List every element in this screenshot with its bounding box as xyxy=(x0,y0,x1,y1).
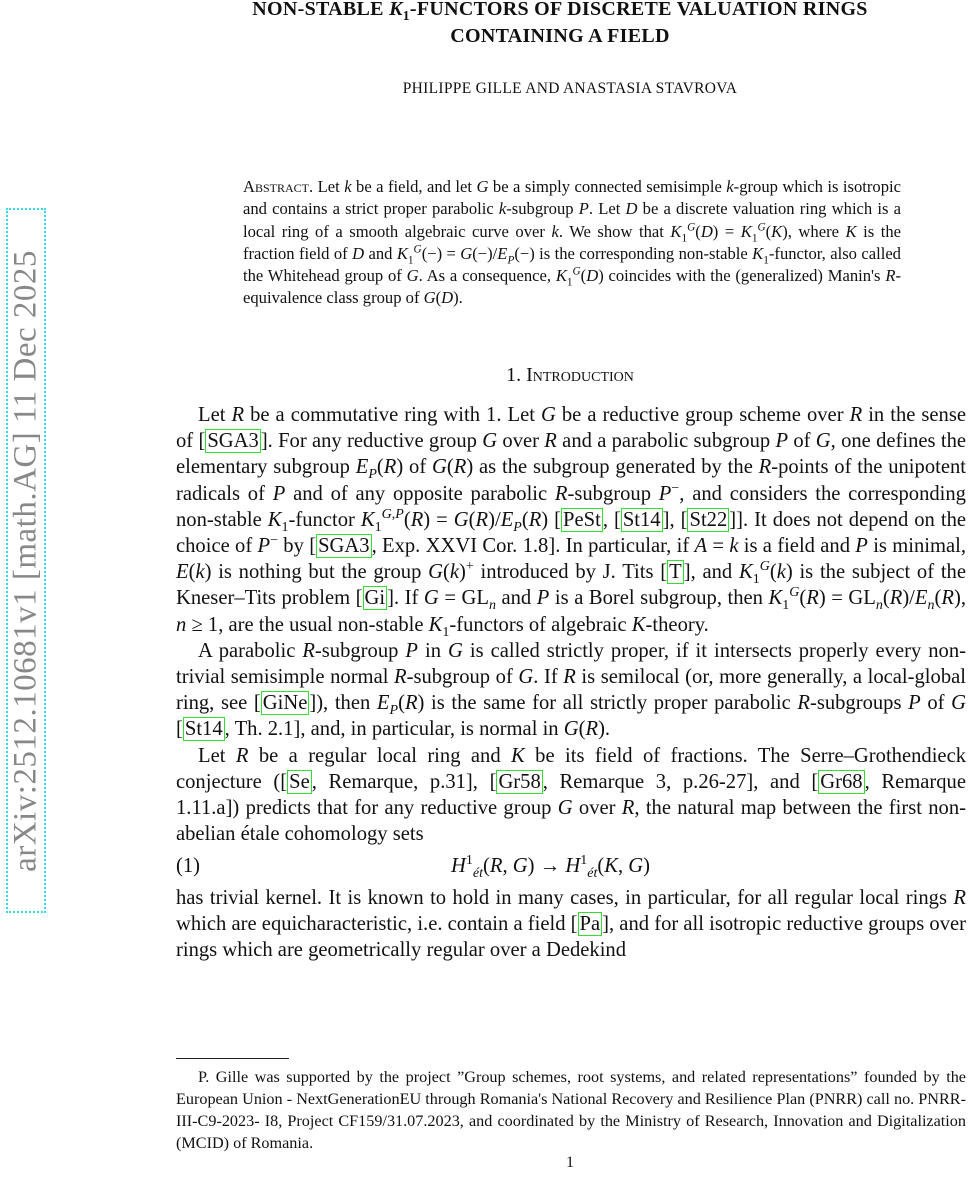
math-symbol: G xyxy=(423,288,436,308)
arxiv-stamp xyxy=(6,208,46,913)
math-symbol: G xyxy=(381,506,392,522)
subscript: 1 xyxy=(681,231,688,244)
superscript: + xyxy=(465,559,474,575)
subscript xyxy=(489,599,496,614)
math-symbol: G xyxy=(460,243,473,263)
footnote: P. Gille was supported by the project ”Group schemes, root systems, and related representations” founded by the European Union - NextGenerationEU through Romania's National Recovery and Resilience Plan (PNRR) call no. PNRR-III-C9-2023- I8, Project CF159/31.07.2023, and coordinated by the Ministry of Research, Innovation and Digitalization (MCID) of Romania. xyxy=(176,1068,966,1152)
citation-link[interactable]: Gr58 xyxy=(498,770,541,793)
citation-link[interactable]: SGA3 xyxy=(318,535,370,558)
superscript xyxy=(760,559,770,574)
math-symbol: E xyxy=(500,508,514,531)
subscript xyxy=(928,599,935,614)
citation-link[interactable]: PeSt xyxy=(563,508,601,531)
math-symbol: K xyxy=(396,243,408,263)
math-symbol: G xyxy=(482,430,498,453)
math-symbol: R xyxy=(885,266,896,286)
subscript: 1 xyxy=(281,519,289,535)
math-symbol: n xyxy=(875,598,883,614)
math-symbol: R xyxy=(797,692,810,715)
subscript: 1 xyxy=(442,624,450,640)
math-symbol: G xyxy=(759,559,770,575)
math-symbol: R xyxy=(544,430,557,453)
math-symbol: K xyxy=(738,561,753,584)
page-number: 1 xyxy=(566,1154,574,1171)
math-symbol: n xyxy=(176,613,187,636)
section-number: 1. xyxy=(506,364,522,386)
citation-link[interactable]: Se xyxy=(289,770,310,793)
superscript: − xyxy=(270,533,278,549)
subscript: 1 xyxy=(782,598,790,614)
abstract xyxy=(243,176,901,310)
math-symbol: P xyxy=(513,519,522,535)
math-symbol: K xyxy=(360,508,375,531)
math-symbol: R xyxy=(404,692,418,715)
math-symbol: E xyxy=(355,456,369,479)
subscript: 1 xyxy=(751,231,758,244)
subscript: 1 xyxy=(566,276,573,289)
math-symbol: E xyxy=(497,243,508,263)
citation-link[interactable]: Gi xyxy=(364,587,386,610)
superscript xyxy=(687,221,695,233)
math-symbol: D xyxy=(352,243,365,263)
math-symbol: K xyxy=(631,613,646,636)
math-symbol: G xyxy=(628,855,644,878)
math-symbol: K xyxy=(267,508,282,531)
superscript: − xyxy=(671,480,680,496)
title-line-1: NON-STABLE $K_1$-FUNCTORS OF DISCRETE VALUATION RINGS xyxy=(252,0,868,23)
math-symbol: K xyxy=(845,221,857,241)
math-symbol: E xyxy=(914,587,928,610)
math-symbol: R xyxy=(585,718,599,741)
math-symbol: G xyxy=(557,797,573,820)
math-symbol: R xyxy=(849,404,863,426)
math-symbol: R xyxy=(394,666,407,689)
subscript xyxy=(368,468,377,483)
math-symbol: P xyxy=(257,535,271,558)
math-symbol: K xyxy=(511,744,525,767)
superscript: G,P xyxy=(381,506,404,522)
paragraph: Let R be a commutative ring with 1. Let G be a reductive group scheme over R in the sense of [SGA3]. For any reductive group G over R and a parabolic subgroup P of G, one defines the elementary subgroup $E_P(R)$ of G(R) as the subgroup generated by the R-points of the unipotent radicals of P and of any opposite parabolic R-subgroup P−, and considers the corresponding non-stable $K_1$-functor $K_1^{G,P}(R) = G(R)/E_P(R)$ [PeSt, [St14], [St22]]. It does not depend on the choice of P− by [SGA3, Exp. XXVI Cor. 1.8]. In particular, if A = k is a field and P is minimal, E(k) is nothing but the group G(k)+ introduced by J. Tits [T], and $K_1^G(k)$ is the subject of the Kneser–Tits problem [Gi]. If $G = GL_n$ and P is a Borel subgroup, then $K_1^G(R) = GL_n(R)/E_n(R)$, n ≥ 1, are the usual non-stable $K_1$-functors of algebraic K-theory. xyxy=(176,404,967,640)
math-symbol: R xyxy=(621,797,635,820)
body-text xyxy=(176,402,966,963)
math-symbol: K xyxy=(768,587,783,610)
citation-link[interactable]: T xyxy=(669,561,682,584)
math-symbol: k xyxy=(551,221,559,241)
equation-1 xyxy=(176,853,966,882)
citation-link[interactable]: GiNe xyxy=(262,692,308,715)
arxiv-identifier: arXiv:2512.10681v1 [math.AG] 11 Dec 2025 xyxy=(7,249,44,872)
superscript: 1 xyxy=(465,853,473,869)
math-symbol: K xyxy=(752,243,764,263)
math-symbol: P xyxy=(272,482,286,505)
subscript xyxy=(507,254,514,266)
superscript xyxy=(573,266,581,278)
math-symbol: K xyxy=(771,221,783,241)
math-symbol: P xyxy=(395,506,404,522)
math-symbol: G xyxy=(540,404,556,426)
math-symbol: K xyxy=(555,266,567,286)
title-line-2: CONTAINING A FIELD xyxy=(450,25,670,47)
subscript: 1 xyxy=(407,254,414,267)
subscript xyxy=(513,520,522,535)
subscript xyxy=(473,867,483,882)
math-symbol: K xyxy=(670,221,682,241)
paper-title xyxy=(150,0,970,50)
math-symbol: G xyxy=(476,177,489,196)
math-symbol: G xyxy=(687,221,696,234)
math-symbol: D xyxy=(441,288,454,308)
subscript xyxy=(390,703,399,718)
superscript xyxy=(414,243,422,255)
math-symbol: E xyxy=(176,561,189,584)
math-symbol: G xyxy=(572,265,581,278)
math-symbol: R xyxy=(528,508,542,531)
paragraph: has trivial kernel. It is known to hold in many cases, in particular, for all regular local rings R which are equicharacteristic, i.e. contain a field [Pa], and for all isotropic reductive groups over rings which are geometrically regular over a Dedekind xyxy=(176,886,966,962)
math-symbol: D xyxy=(586,266,599,286)
math-symbol: G xyxy=(428,561,443,584)
authors: PHILIPPE GILLE AND ANASTASIA STAVROVA xyxy=(402,80,738,97)
citation-link[interactable]: Pa xyxy=(579,912,601,935)
math-symbol: R xyxy=(563,666,576,689)
superscript xyxy=(789,586,799,601)
math-symbol: D xyxy=(625,199,638,219)
equation-number: (1) xyxy=(176,855,201,878)
math-symbol: ét xyxy=(587,866,598,882)
math-symbol: G xyxy=(512,855,528,878)
math-symbol: G xyxy=(518,666,534,689)
superscript: 1 xyxy=(580,853,588,869)
subscript: 1 xyxy=(763,254,769,267)
math-symbol: K xyxy=(740,221,752,241)
math-symbol: P xyxy=(368,467,377,483)
math-symbol: P xyxy=(658,482,672,505)
paragraph: A parabolic R-subgroup P in G is called strictly proper, if it intersects properly every non-trivial semisimple normal R-subgroup of G. If R is semilocal (or, more generally, a local-global ring, see [GiNe]), then $E_P(R)$ is the same for all strictly proper parabolic R-subgroups P of G [St14, Th. 2.1], and, in particular, is normal in G(R). xyxy=(176,639,966,741)
footnote-rule xyxy=(176,1058,289,1059)
math-symbol: G xyxy=(453,508,469,531)
math-symbol: P xyxy=(405,639,419,662)
subscript: 1 xyxy=(374,519,382,535)
math-symbol: ét xyxy=(472,866,483,882)
math-symbol: k xyxy=(729,535,739,558)
math-symbol: G xyxy=(789,585,800,601)
math-symbol: E xyxy=(376,692,390,715)
math-symbol: k xyxy=(344,177,352,196)
math-symbol: G xyxy=(815,430,831,453)
abstract-label: Abstract. xyxy=(243,177,314,196)
subscript: 1 xyxy=(402,8,410,23)
math-symbol: R xyxy=(489,855,503,878)
math-symbol: D xyxy=(700,221,713,241)
citation-link[interactable]: St14 xyxy=(622,508,661,531)
math-symbol: k xyxy=(449,561,459,584)
section-heading xyxy=(175,364,965,387)
math-symbol: k xyxy=(726,177,734,196)
math-symbol: R xyxy=(383,456,397,479)
math-symbol: P xyxy=(536,587,550,610)
math-symbol: G xyxy=(563,718,579,741)
citation-link[interactable]: St22 xyxy=(689,508,728,531)
math-symbol: R xyxy=(941,587,954,610)
math-symbol: G xyxy=(413,243,422,256)
math-symbol: P xyxy=(775,430,789,453)
math-symbol: k xyxy=(498,199,507,219)
math-symbol: R xyxy=(554,482,568,505)
subscript xyxy=(876,599,883,614)
math-symbol: R xyxy=(302,639,315,662)
math-symbol: G xyxy=(406,266,419,286)
math-symbol: R xyxy=(475,508,489,531)
abstract-text: Let k be a field, and let G be a simply connected semisimple k-group which is isotropic and contains a strict proper parabolic k-subgroup P. Let D be a discrete valuation ring which is a local ring of a smooth algebraic curve over k. We show that $K_1^G(D) = K_1^G(K)$, where K is the fraction field of D and $K_1^G(-) = G(-)/E_P(-)$ is the corresponding non-stable $K_1$-functor, also called the Whitehead group of G. As a consequence, $K_1^G(D)$ coincides with the (generalized) Manin's R-equivalence class group of G(D). xyxy=(243,177,901,308)
math-symbol: G xyxy=(757,221,766,234)
section-title: Introduction xyxy=(526,364,634,386)
math-symbol: R xyxy=(889,587,903,610)
paragraph: Let R be a regular local ring and K be its field of fractions. The Serre–Grothendieck conjecture ([Se, Remarque, p.31], [Gr58, Remarque 3, p.26-27], and [Gr68, Remarque 1.11.a]) predicts that for any reductive group G over R, the natural map between the first non-abelian étale cohomology sets xyxy=(176,744,967,846)
math-symbol: R xyxy=(758,456,772,479)
citation-link[interactable]: St14 xyxy=(184,718,223,741)
math-symbol: K xyxy=(389,0,403,20)
math-symbol: P xyxy=(578,199,589,219)
math-symbol: A xyxy=(694,535,708,558)
math-symbol: k xyxy=(776,561,786,584)
math-symbol: R xyxy=(453,456,467,479)
citation-link[interactable]: SGA3 xyxy=(207,430,259,453)
math-symbol: R xyxy=(231,404,245,426)
math-symbol: G xyxy=(951,692,966,715)
math-symbol: G xyxy=(448,639,463,662)
math-symbol: P xyxy=(855,535,868,558)
superscript xyxy=(757,221,765,233)
math-symbol: K xyxy=(604,855,618,878)
equation-formula: $H^1_{ét}(R$, $G) \to H^1_{ét}(K$, G) xyxy=(451,853,650,882)
math-symbol: R xyxy=(410,508,424,531)
math-symbol: H xyxy=(451,855,466,878)
subscript: 1 xyxy=(752,572,760,588)
math-symbol: G xyxy=(432,456,447,479)
math-symbol: K xyxy=(428,613,443,636)
math-symbol: n xyxy=(488,598,496,614)
math-symbol: G xyxy=(423,587,439,610)
math-symbol: H xyxy=(565,855,581,878)
math-symbol: k xyxy=(195,561,205,584)
math-symbol: n xyxy=(927,598,935,614)
math-symbol: P xyxy=(908,692,921,715)
math-symbol: R xyxy=(806,587,819,610)
math-symbol: P xyxy=(389,703,399,719)
subscript xyxy=(587,867,597,882)
math-symbol: R xyxy=(235,744,249,767)
citation-link[interactable]: Gr68 xyxy=(820,770,863,793)
math-symbol: R xyxy=(953,886,966,909)
math-symbol: P xyxy=(507,254,515,267)
